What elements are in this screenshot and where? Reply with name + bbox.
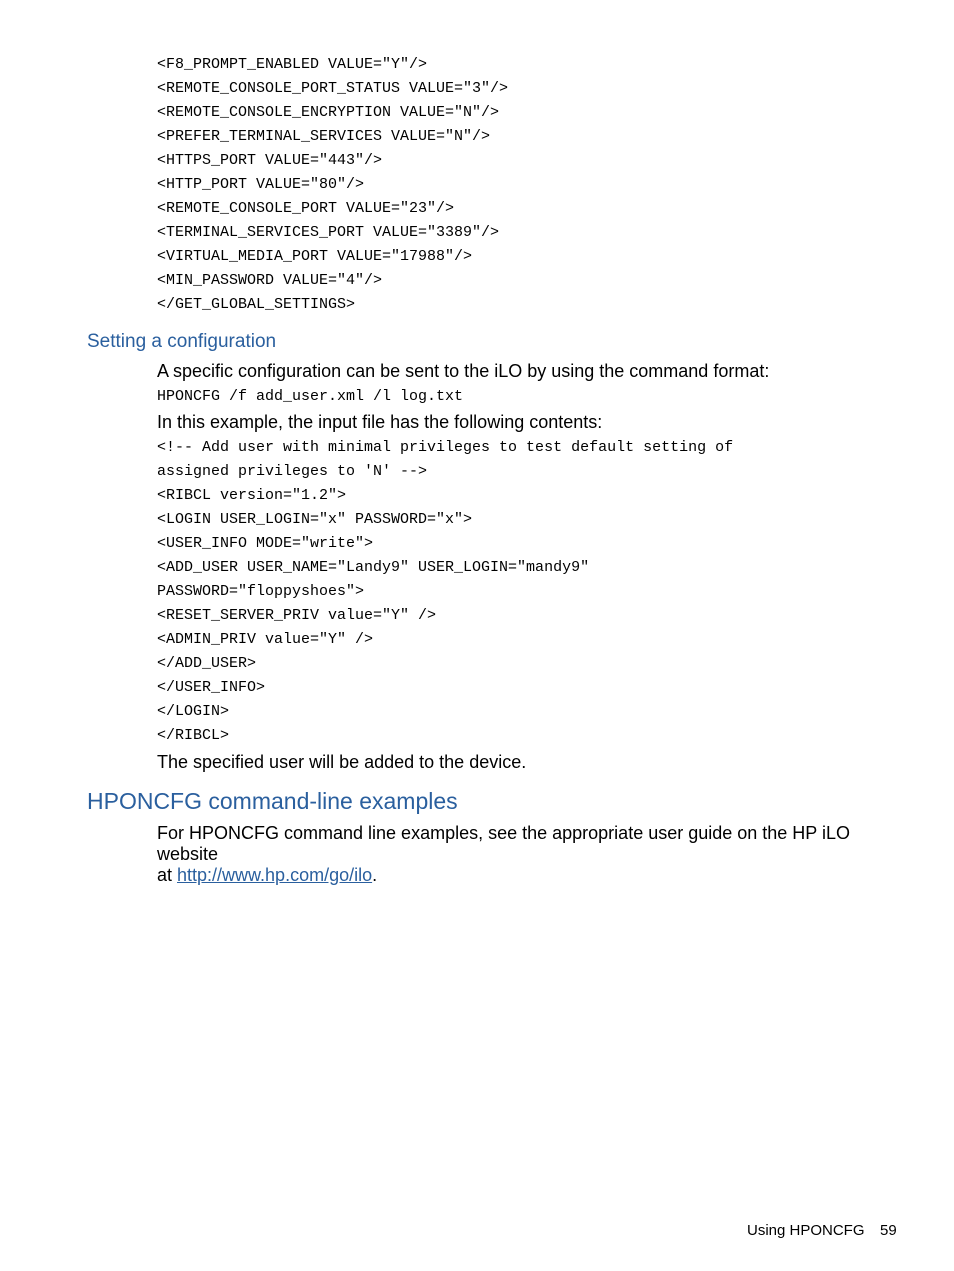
page-number: 59 bbox=[880, 1222, 897, 1239]
footer-section-title: Using HPONCFG bbox=[747, 1222, 865, 1239]
code-line: <ADMIN_PRIV value="Y" /> bbox=[157, 631, 374, 648]
code-line: </GET_GLOBAL_SETTINGS> bbox=[157, 296, 356, 313]
code-line: <ADD_USER USER_NAME="Landy9" USER_LOGIN="mandy9" bbox=[157, 559, 590, 576]
code-line: <REMOTE_CONSOLE_PORT_STATUS VALUE="3"/> bbox=[157, 80, 509, 97]
code-line: <MIN_PASSWORD VALUE="4"/> bbox=[157, 272, 383, 289]
cli-examples-line1: For HPONCFG command line examples, see the appropriate user guide on the HP iLO website bbox=[157, 823, 850, 864]
code-line: <RIBCL version="1.2"> bbox=[157, 487, 347, 504]
section-heading-cli-examples: HPONCFG command-line examples bbox=[87, 788, 458, 814]
cli-examples-prefix: at bbox=[157, 865, 178, 885]
code-line: <TERMINAL_SERVICES_PORT VALUE="3389"/> bbox=[157, 224, 500, 241]
code-line: <REMOTE_CONSOLE_PORT VALUE="23"/> bbox=[157, 200, 455, 217]
code-line: <RESET_SERVER_PRIV value="Y" /> bbox=[157, 607, 437, 624]
code-line: <HTTPS_PORT VALUE="443"/> bbox=[157, 152, 383, 169]
code-line: <PREFER_TERMINAL_SERVICES VALUE="N"/> bbox=[157, 128, 491, 145]
code-block-add-user-xml bbox=[157, 436, 733, 748]
section-heading-setting-configuration: Setting a configuration bbox=[87, 331, 277, 352]
code-line: </ADD_USER> bbox=[157, 655, 257, 672]
code-line: <F8_PROMPT_ENABLED VALUE="Y"/> bbox=[157, 56, 428, 73]
cli-examples-paragraph bbox=[157, 823, 897, 886]
code-line: assigned privileges to 'N' --> bbox=[157, 463, 428, 480]
code-line: <REMOTE_CONSOLE_ENCRYPTION VALUE="N"/> bbox=[157, 104, 500, 121]
code-block-command bbox=[157, 385, 463, 409]
setting-config-intro: A specific configuration can be sent to the iLO by using the command format: bbox=[157, 361, 770, 381]
code-line: </LOGIN> bbox=[157, 703, 230, 720]
code-line: <HTTP_PORT VALUE="80"/> bbox=[157, 176, 365, 193]
hp-ilo-website-link[interactable]: http://www.hp.com/go/ilo bbox=[177, 865, 373, 885]
result-text: The specified user will be added to the device. bbox=[157, 752, 527, 772]
command-line: HPONCFG /f add_user.xml /l log.txt bbox=[157, 388, 464, 405]
code-line: <USER_INFO MODE="write"> bbox=[157, 535, 374, 552]
code-line: <!-- Add user with minimal privileges to test default setting of bbox=[157, 439, 734, 456]
code-line: </USER_INFO> bbox=[157, 679, 266, 696]
code-block-global-settings bbox=[157, 53, 508, 317]
code-line: <LOGIN USER_LOGIN="x" PASSWORD="x"> bbox=[157, 511, 473, 528]
cli-examples-suffix: . bbox=[372, 865, 378, 885]
code-line: <VIRTUAL_MEDIA_PORT VALUE="17988"/> bbox=[157, 248, 473, 265]
example-intro: In this example, the input file has the following contents: bbox=[157, 412, 603, 432]
code-line: </RIBCL> bbox=[157, 727, 230, 744]
code-line: PASSWORD="floppyshoes"> bbox=[157, 583, 365, 600]
